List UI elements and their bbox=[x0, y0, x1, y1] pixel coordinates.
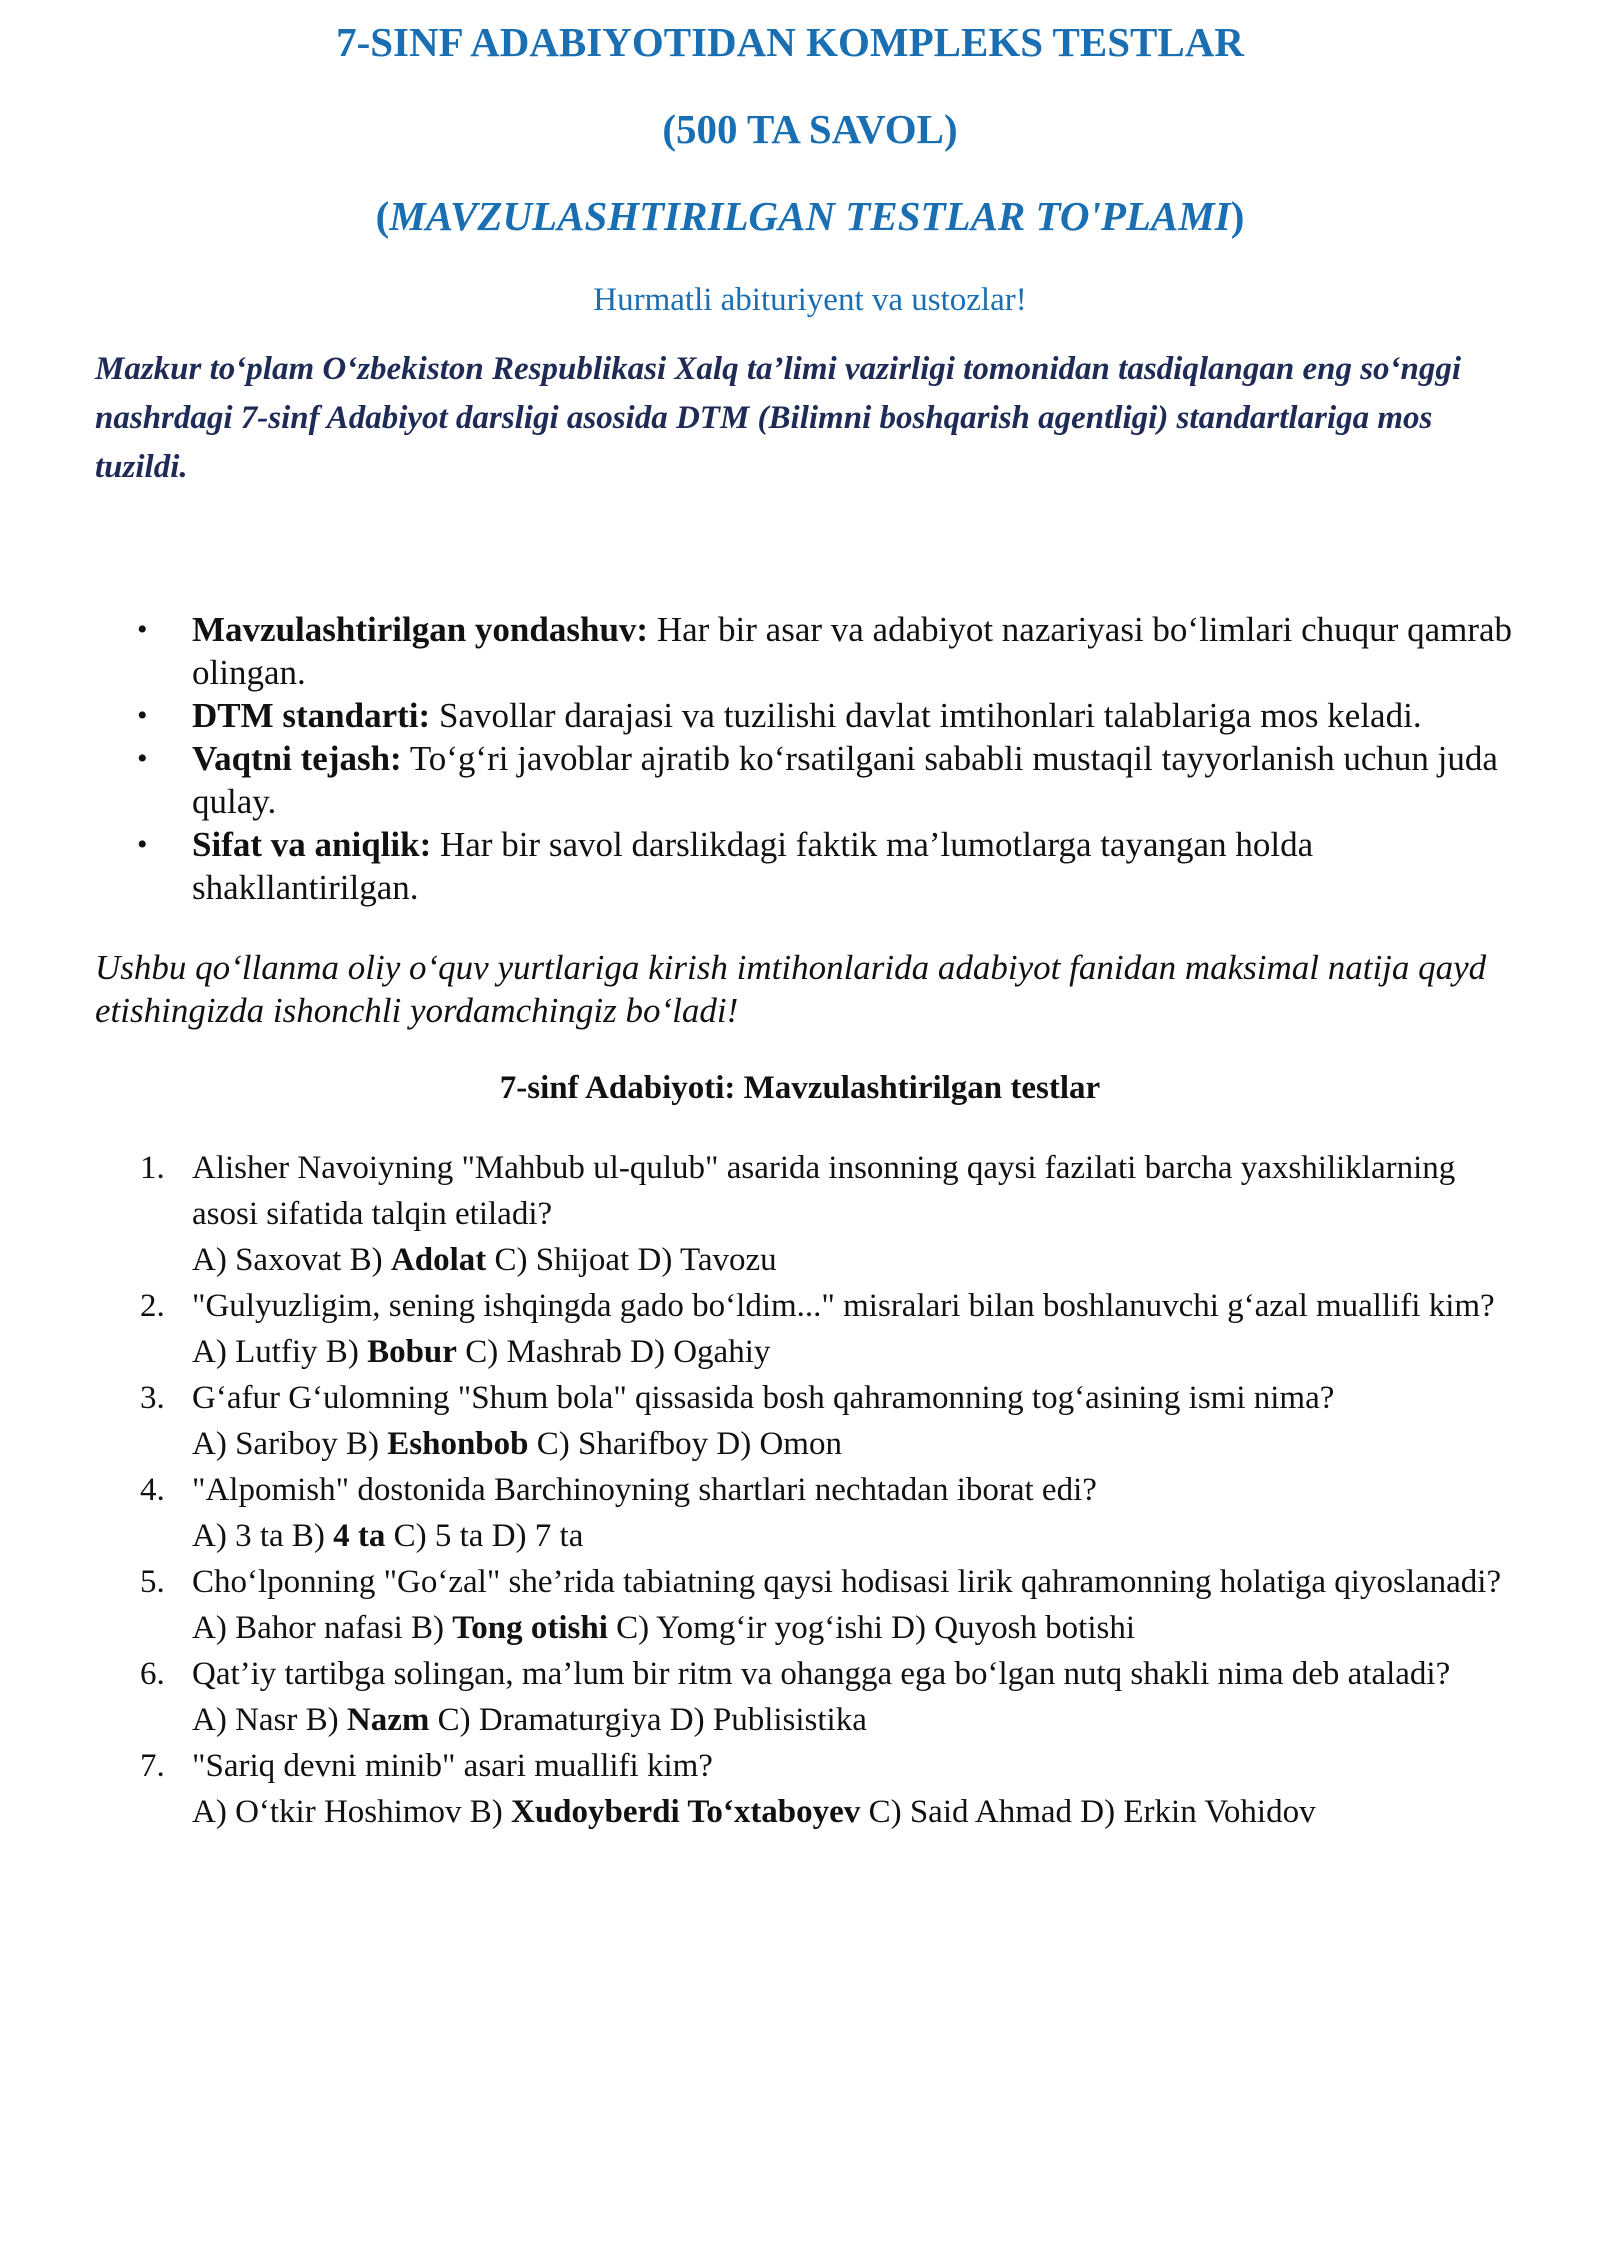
question-item bbox=[95, 1559, 1525, 1651]
feature-label: Sifat va aniqlik: bbox=[192, 825, 432, 864]
question-number: 5. bbox=[140, 1564, 165, 1600]
greeting: Hurmatli abituriyent va ustozlar! bbox=[593, 282, 1027, 318]
answer-options bbox=[192, 1421, 1525, 1467]
question-text: G‘afur G‘ulomning "Shum bola" qissasida bosh qahramonning tog‘asining ismi nima? bbox=[192, 1380, 1335, 1416]
feature-item bbox=[95, 608, 1525, 694]
answer-options bbox=[192, 1697, 1525, 1743]
main-title: 7-SINF ADABIYOTIDAN KOMPLEKS TESTLAR bbox=[336, 19, 1244, 65]
question-number: 4. bbox=[140, 1472, 165, 1508]
options-after: C) 5 ta D) 7 ta bbox=[385, 1518, 584, 1554]
feature-text: To‘g‘ri javoblar ajratib ko‘rsatilgani sababli mustaqil tayyorlanish uchun juda qulay. bbox=[192, 739, 1498, 821]
options-before: A) 3 ta B) bbox=[192, 1518, 334, 1554]
question-item bbox=[95, 1283, 1525, 1375]
answer-options bbox=[192, 1513, 1525, 1559]
options-after: C) Said Ahmad D) Erkin Vohidov bbox=[860, 1794, 1316, 1830]
correct-answer: Xudoyberdi To‘xtaboyev bbox=[510, 1794, 861, 1830]
subtitle-open-paren: ( bbox=[375, 193, 390, 239]
question-count-title: (500 TA SAVOL) bbox=[662, 106, 958, 152]
options-before: A) Bahor nafasi B) bbox=[192, 1610, 453, 1646]
question-item bbox=[95, 1467, 1525, 1559]
options-after: C) Shijoat D) Tavozu bbox=[486, 1242, 777, 1278]
question-item bbox=[95, 1743, 1525, 1835]
feature-label: Mavzulashtirilgan yondashuv: bbox=[192, 610, 649, 649]
question-item bbox=[95, 1375, 1525, 1467]
answer-options bbox=[192, 1605, 1525, 1651]
intro-paragraph: Mazkur to‘plam O‘zbekiston Respublikasi Xalq ta’limi vazirligi tomonidan tasdiqlangan eng so‘nggi nashrdagi 7-sinf Adabiyot darsligi asosida DTM (Bilimni boshqarish agentligi) standartlariga mos tuzildi. bbox=[95, 351, 1462, 485]
correct-answer: Adolat bbox=[390, 1242, 487, 1278]
question-text: "Alpomish" dostonida Barchinoyning shartlari nechtadan iborat edi? bbox=[192, 1472, 1097, 1508]
subtitle-italic-text: MAVZULASHTIRILGAN TESTLAR TO'PLAMI bbox=[389, 193, 1231, 239]
feature-text: Har bir asar va adabiyot nazariyasi bo‘limlari chuqur qamrab olingan. bbox=[192, 610, 1513, 692]
options-before: A) Saxovat B) bbox=[192, 1242, 391, 1278]
question-number: 7. bbox=[140, 1748, 165, 1784]
answer-options bbox=[192, 1237, 1525, 1283]
correct-answer: Nazm bbox=[346, 1702, 430, 1738]
question-item bbox=[95, 1651, 1525, 1743]
options-before: A) Lutfiy B) bbox=[192, 1334, 368, 1370]
feature-label: DTM standarti: bbox=[192, 696, 431, 735]
options-before: A) O‘tkir Hoshimov B) bbox=[192, 1794, 511, 1830]
question-number: 2. bbox=[140, 1288, 165, 1324]
feature-item bbox=[95, 737, 1525, 823]
collection-subtitle bbox=[10, 192, 1600, 240]
correct-answer: Bobur bbox=[367, 1334, 457, 1370]
features-list bbox=[95, 608, 1525, 909]
feature-text: Savollar darajasi va tuzilishi davlat imtihonlari talablariga mos keladi. bbox=[430, 696, 1422, 735]
options-after: C) Sharifboy D) Omon bbox=[528, 1426, 842, 1462]
options-after: C) Mashrab D) Ogahiy bbox=[456, 1334, 771, 1370]
feature-label: Vaqtni tejash: bbox=[192, 739, 402, 778]
question-number: 1. bbox=[140, 1150, 165, 1186]
question-text: Alisher Navoiyning "Mahbub ul-qulub" asarida insonning qaysi fazilati barcha yaxshiliklarning asosi sifatida talqin etiladi? bbox=[192, 1150, 1456, 1232]
correct-answer: 4 ta bbox=[333, 1518, 386, 1554]
correct-answer: Tong otishi bbox=[452, 1610, 608, 1646]
questions-list bbox=[95, 1145, 1525, 1835]
subtitle-close-paren: ) bbox=[1230, 193, 1245, 239]
feature-item bbox=[95, 694, 1525, 737]
correct-answer: Eshonbob bbox=[387, 1426, 529, 1462]
question-item bbox=[95, 1145, 1525, 1283]
question-text: Cho‘lponning "Go‘zal" she’rida tabiatning qaysi hodisasi lirik qahramonning holatiga qiyoslanadi? bbox=[192, 1564, 1502, 1600]
question-text: "Sariq devni minib" asari muallifi kim? bbox=[192, 1748, 713, 1784]
section-title: 7-sinf Adabiyoti: Mavzulashtirilgan testlar bbox=[499, 1070, 1101, 1106]
options-after: C) Dramaturgiya D) Publisistika bbox=[429, 1702, 867, 1738]
options-before: A) Nasr B) bbox=[192, 1702, 347, 1738]
question-text: "Gulyuzligim, sening ishqingda gado bo‘ldim..." misralari bilan boshlanuvchi g‘azal muallifi kim? bbox=[192, 1288, 1495, 1324]
closing-paragraph: Ushbu qo‘llanma oliy o‘quv yurtlariga kirish imtihonlarida adabiyot fanidan maksimal natija qayd etishingizda ishonchli yordamchingiz bo‘ladi! bbox=[95, 948, 1487, 1030]
question-text: Qat’iy tartibga solingan, ma’lum bir ritm va ohangga ega bo‘lgan nutq shakli nima deb ataladi? bbox=[192, 1656, 1451, 1692]
answer-options bbox=[192, 1329, 1525, 1375]
answer-options bbox=[192, 1789, 1525, 1835]
options-after: C) Yomg‘ir yog‘ishi D) Quyosh botishi bbox=[607, 1610, 1136, 1646]
feature-item bbox=[95, 823, 1525, 909]
options-before: A) Sariboy B) bbox=[192, 1426, 388, 1462]
question-number: 6. bbox=[140, 1656, 165, 1692]
question-number: 3. bbox=[140, 1380, 165, 1416]
feature-text: Har bir savol darslikdagi faktik ma’lumotlarga tayangan holda shakllantirilgan. bbox=[192, 825, 1314, 907]
